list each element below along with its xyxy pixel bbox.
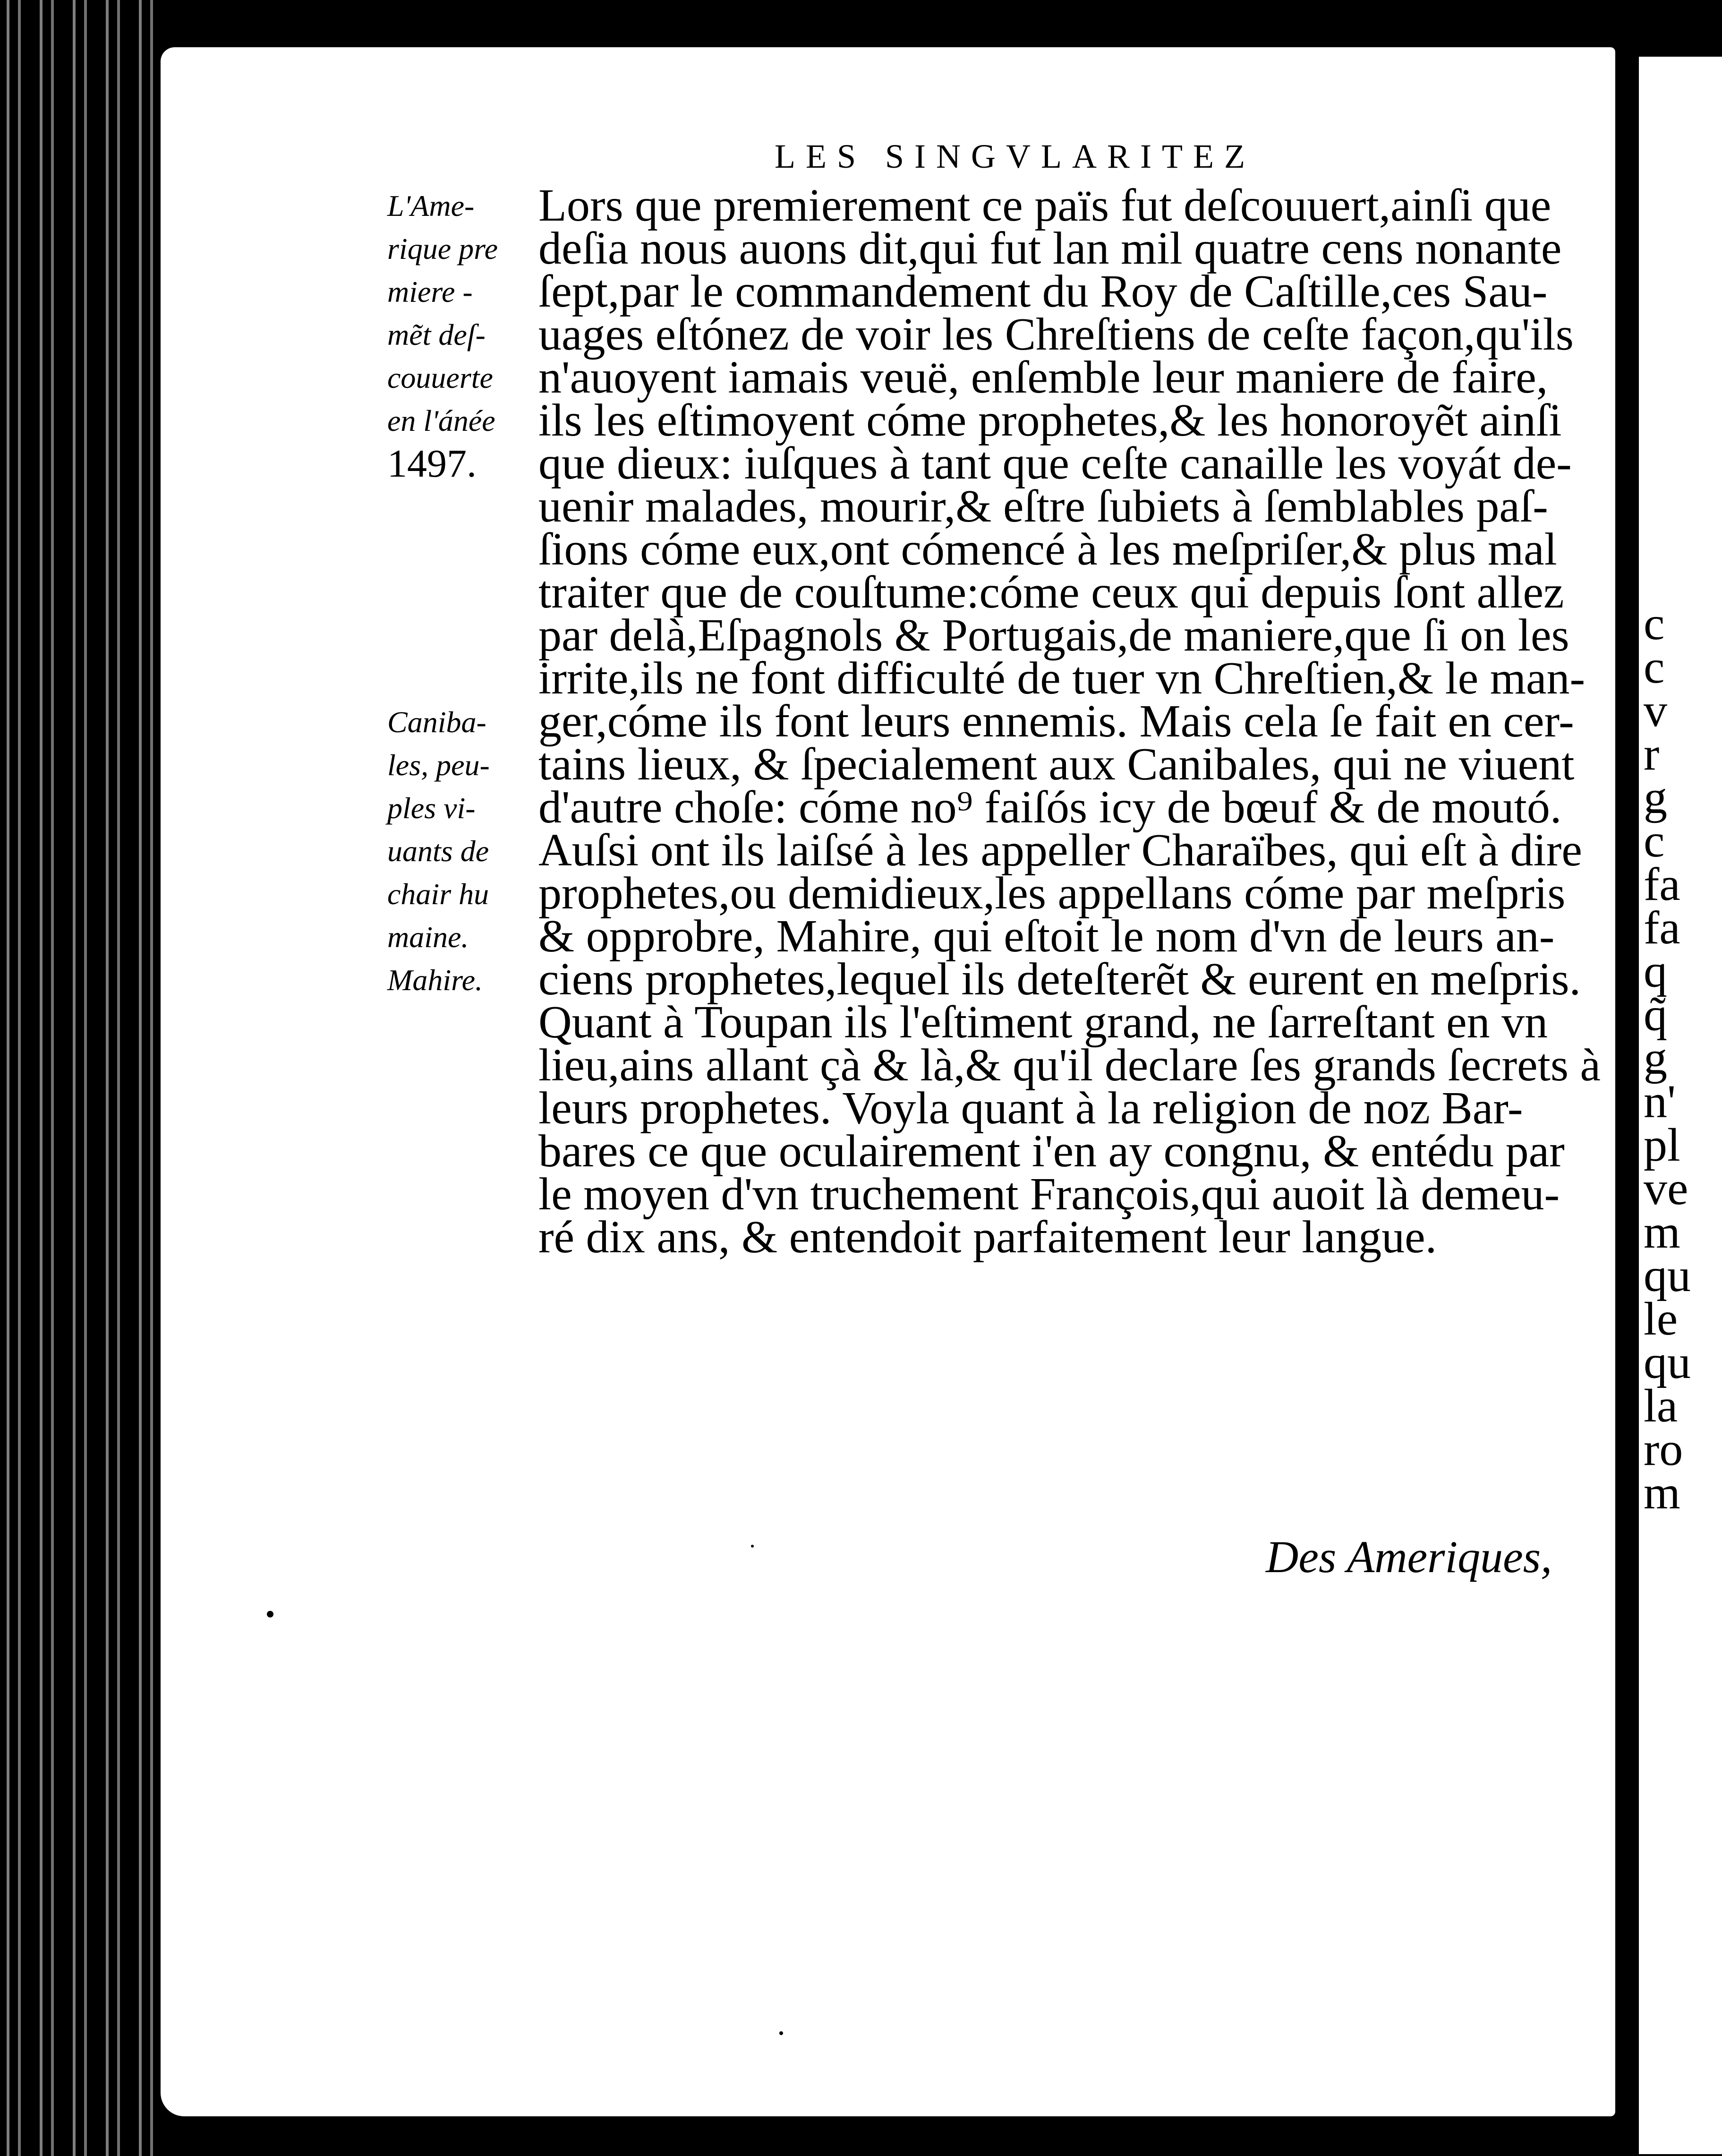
facing-page-letter: g bbox=[1644, 771, 1667, 823]
text-line: uages eſtónez de voir les Chreſtiens de ceſte façon,qu'ils bbox=[538, 309, 1574, 360]
margin-note-line: couuerte bbox=[387, 361, 493, 394]
text-line: leurs prophetes. Voyla quant à la religion de noz Bar- bbox=[538, 1083, 1523, 1134]
margin-note-line: en l'ánée bbox=[387, 404, 495, 437]
facing-page-letter: m bbox=[1644, 1206, 1680, 1258]
margin-note-line: les, peu- bbox=[387, 748, 490, 782]
margin-note-year: 1497. bbox=[387, 442, 477, 486]
text-line: Lors que premierement ce païs fut deſcouuert,ainſi que bbox=[538, 180, 1552, 231]
margin-note-line: miere - bbox=[387, 275, 473, 308]
facing-page-letter: la bbox=[1644, 1379, 1678, 1432]
margin-note-cannibals bbox=[387, 701, 529, 1001]
margin-note-line: mẽt deſ- bbox=[387, 318, 486, 351]
text-line: deſia nous auons dit,qui fut lan mil quatre cens nonante bbox=[538, 223, 1562, 274]
text-line: ils les eſtimoyent cóme prophetes,& les honoroyẽt ainſi bbox=[538, 395, 1562, 446]
facing-page-letter: n' bbox=[1644, 1075, 1676, 1128]
text-line: ger,cóme ils font leurs ennemis. Mais cela ſe fait en cer- bbox=[538, 696, 1574, 747]
facing-page-letter: c bbox=[1644, 814, 1665, 867]
ink-speck bbox=[779, 2031, 783, 2035]
facing-page-letter: q̃ bbox=[1644, 988, 1667, 1041]
catchword: Des Ameriques, bbox=[1266, 1531, 1552, 1582]
text-line: n'auoyent iamais veuë, enſemble leur maniere de faire, bbox=[538, 352, 1548, 403]
text-line: uenir malades, mourir,& eſtre ſubiets à ſemblables paſ- bbox=[538, 481, 1548, 532]
text-line: ſept,par le commandement du Roy de Caſtille,ces Sau- bbox=[538, 266, 1548, 317]
text-line: ciens prophetes,lequel ils deteſterẽt & eurent en meſpris. bbox=[538, 954, 1581, 1005]
margin-note-line: chair hu bbox=[387, 877, 489, 911]
text-line: par delà,Eſpagnols & Portugais,de maniere,que ſi on les bbox=[538, 610, 1569, 661]
facing-page-letter: qu bbox=[1644, 1249, 1691, 1301]
main-text-block bbox=[538, 180, 1601, 1263]
text-line: que dieux: iuſques à tant que ceſte canaille les voyát de- bbox=[538, 438, 1572, 489]
text-line: bares ce que oculairement i'en ay congnu, & entédu par bbox=[538, 1126, 1565, 1177]
facing-page-letter: ro bbox=[1644, 1423, 1683, 1475]
facing-page-letter: ve bbox=[1644, 1162, 1688, 1215]
margin-note-line: uants de bbox=[387, 834, 489, 868]
facing-page-letter: pl bbox=[1644, 1119, 1680, 1171]
facing-page-letter: qu bbox=[1644, 1336, 1691, 1388]
facing-page-letter: v bbox=[1644, 684, 1667, 736]
margin-note-line: rique pre bbox=[387, 232, 498, 265]
text-line: ſions cóme eux,ont cómencé à les meſpriſer,& plus mal bbox=[538, 524, 1557, 575]
facing-page-letter: c bbox=[1644, 641, 1665, 693]
text-line: irrite,ils ne font difficulté de tuer vn Chreſtien,& le man- bbox=[538, 653, 1586, 704]
facing-page-letter: r bbox=[1644, 727, 1660, 780]
margin-note-line: L'Ame- bbox=[387, 189, 475, 222]
facing-page-letter: fa bbox=[1644, 901, 1680, 954]
text-line: Auſsi ont ils laiſsé à les appeller Charaïbes, qui eſt à dire bbox=[538, 825, 1582, 876]
margin-note-america-discovery bbox=[387, 184, 529, 485]
text-line: le moyen d'vn truchement François,qui auoit là demeu- bbox=[538, 1169, 1560, 1220]
ink-speck bbox=[267, 1611, 273, 1617]
facing-page-letter: g bbox=[1644, 1032, 1667, 1084]
facing-page-letter: fa bbox=[1644, 858, 1680, 910]
margin-note-line: Caniba- bbox=[387, 705, 486, 739]
margin-note-line: Mahire. bbox=[387, 963, 483, 997]
margin-note-line: maine. bbox=[387, 920, 469, 954]
facing-page-fragment bbox=[1639, 57, 1722, 2154]
text-line: tains lieux, & ſpecialement aux Canibales, qui ne viuent bbox=[538, 739, 1575, 790]
ink-speck bbox=[751, 1545, 754, 1548]
facing-page-letter: q bbox=[1644, 945, 1667, 997]
text-line: d'autre choſe: cóme no⁹ faiſós icy de bœuf & de moutó. bbox=[538, 782, 1562, 833]
facing-page-letter: c bbox=[1644, 597, 1665, 650]
facing-page-letter: m bbox=[1644, 1466, 1680, 1519]
text-line: prophetes,ou demidieux,les appellans cóme par meſpris bbox=[538, 868, 1566, 919]
text-line: ré dix ans, & entendoit parfaitement leur langue. bbox=[538, 1212, 1437, 1263]
running-header: LES SINGVLARITEZ bbox=[775, 137, 1255, 175]
text-line: & opprobre, Mahire, qui eſtoit le nom d'vn de leurs an- bbox=[538, 911, 1555, 962]
text-line: Quant à Toupan ils l'eſtiment grand, ne ſarreſtant en vn bbox=[538, 997, 1548, 1048]
text-line: traiter que de couſtume:cóme ceux qui depuis ſont allez bbox=[538, 567, 1564, 618]
facing-page-letter: le bbox=[1644, 1292, 1678, 1345]
text-line: lieu,ains allant çà & là,& qu'il declare ſes grands ſecrets à bbox=[538, 1040, 1601, 1091]
margin-note-line: ples vi- bbox=[387, 791, 476, 825]
scanned-binding-edge bbox=[0, 0, 170, 2156]
